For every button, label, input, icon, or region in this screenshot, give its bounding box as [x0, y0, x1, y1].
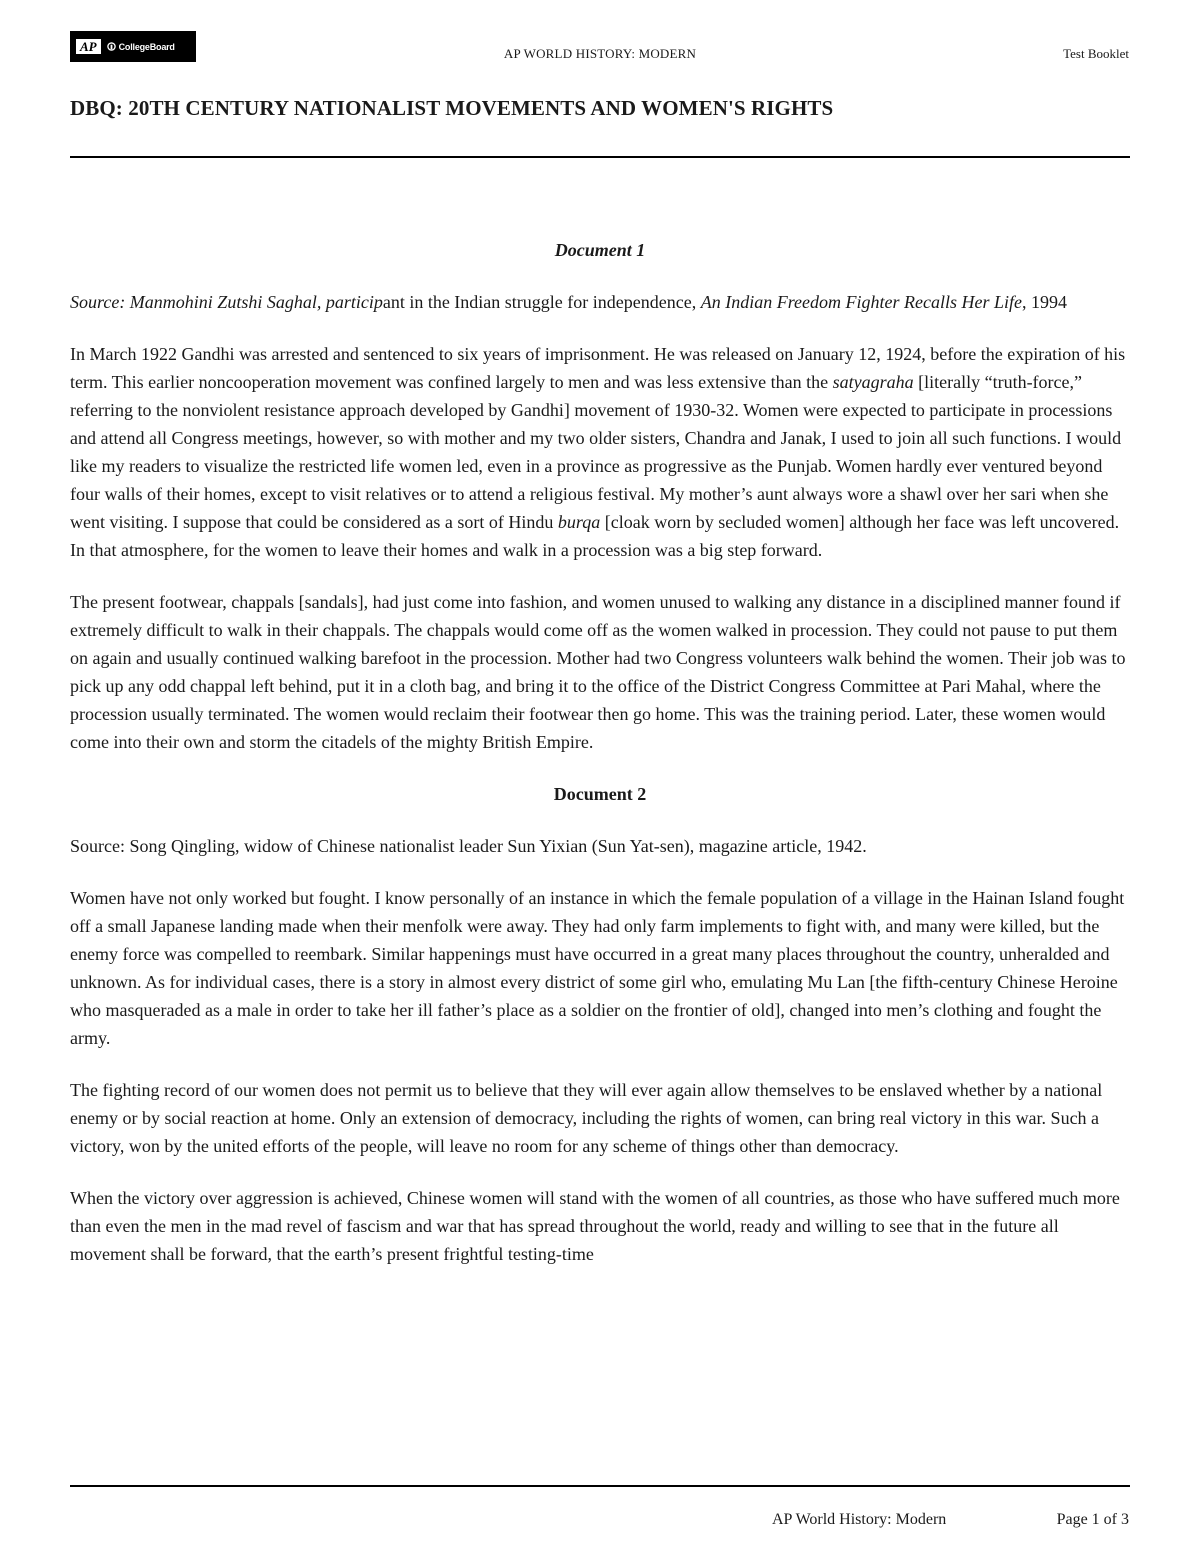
document-1-paragraph-2: The present footwear, chappals [sandals], had just come into fashion, and women unused to walking any distance in a disciplined manner found if extremely difficult to walk in their chappals. The chappals would come off as the women walked in procession. They could not pause to put them on again and usually continued walking barefoot in the procession. Mother had two Congress volunteers walk behind the women. Their job was to pick up any odd chappal left behind, put it in a cloth bag, and bring it to the office of the District Congress Committee at Pari Mahal, where the procession usually terminated. The women would reclaim their footwear then go home. This was the training period. Later, these women would come into their own and storm the citadels of the mighty British Empire. — [70, 592, 1126, 752]
source-description: ant in the Indian struggle for independence, — [382, 292, 701, 312]
footer-divider — [70, 1485, 1130, 1487]
paragraph-text: [cloak worn by secluded women] although her face was left uncovered. In that atmosphere, for the women to leave their homes and walk in a procession was a big step forward. — [70, 512, 1120, 560]
term-satyagraha: satyagraha — [832, 372, 914, 392]
footer-page-number: Page 1 of 3 — [1056, 1511, 1129, 1528]
header-divider — [70, 156, 1130, 158]
source-year: , 1994 — [1022, 292, 1068, 312]
source-book-title: An Indian Freedom Fighter Recalls Her Life — [700, 292, 1023, 312]
footer-course: AP World History: Modern — [772, 1511, 947, 1528]
logo-text: CollegeBoard — [118, 41, 175, 52]
paragraph-text: [literally “truth-force,” referring to the nonviolent resistance approach developed by Gandhi] movement of 1930-32. Women were expected to participate in processions and attend all Congress meetings, however, so with mother and my two older sisters, Chandra and Janak, I used to join all such functions. I would like my readers to visualize the restricted life women led, even in a province as progressive as the Punjab. Women hardly ever ventured beyond four walls of their homes, except to visit relatives or to attend a religious festival. My mother’s aunt always wore a shawl over her sari when she went visiting. I suppose that could be considered as a sort of Hindu — [70, 372, 1122, 532]
document-body — [70, 236, 1130, 1292]
source-author-italic: Source: Manmohini Zutshi Saghal, particip — [70, 292, 383, 312]
document-2-paragraph-3: When the victory over aggression is achieved, Chinese women will stand with the women of all countries, as those who have suffered much more than even the men in the mad revel of fascism and war that has spread throughout the world, ready and willing to see that in the future all movement shall be forward, that the earth’s present frightful testing-time — [70, 1188, 1120, 1264]
paragraph-text: In March 1922 Gandhi was arrested and sentenced to six years of imprisonment. He was released on January 12, 1924, before the expiration of his term. This earlier noncooperation movement was confined largely to men and was less extensive than the — [70, 344, 1126, 392]
document-2-paragraph-1: Women have not only worked but fought. I know personally of an instance in which the female population of a village in the Hainan Island fought off a small Japanese landing made when their menfolk were away. They had only farm implements to fight with, and many were killed, but the enemy force was compelled to reembark. Similar happenings must have occurred in a great many places throughout the country, unheralded and unknown. As for individual cases, there is a story in almost every district of some girl who, emulating Mu Lan [the fifth-century Chinese Heroine who masqueraded as a male in order to take her ill father’s place as a soldier on the frontier of old], changed into men’s clothing and fought the army. — [70, 888, 1125, 1048]
term-burqa: burqa — [557, 512, 601, 532]
document-1-paragraph-1 — [70, 340, 1130, 564]
document-2-paragraph-2: The fighting record of our women does not permit us to believe that they will ever again allow themselves to be enslaved whether by a national enemy or by social reaction at home. Only an extension of democracy, including the rights of women, can bring real victory in this war. Such a victory, won by the united efforts of the people, will leave no room for any scheme of things other than democracy. — [70, 1080, 1103, 1156]
document-1-source — [70, 288, 1130, 316]
document-1-heading: Document 1 — [554, 240, 646, 260]
document-2-source: Source: Song Qingling, widow of Chinese nationalist leader Sun Yixian (Sun Yat-sen), magazine article, 1942. — [70, 836, 867, 856]
header-subject: AP WORLD HISTORY: MODERN — [503, 46, 697, 61]
document-2-heading: Document 2 — [553, 784, 647, 804]
logo-ap-mark: AP — [76, 39, 101, 54]
header-booklet-label: Test Booklet — [1063, 46, 1129, 61]
page-title: DBQ: 20TH CENTURY NATIONALIST MOVEMENTS AND WOMEN'S RIGHTS — [70, 96, 834, 120]
